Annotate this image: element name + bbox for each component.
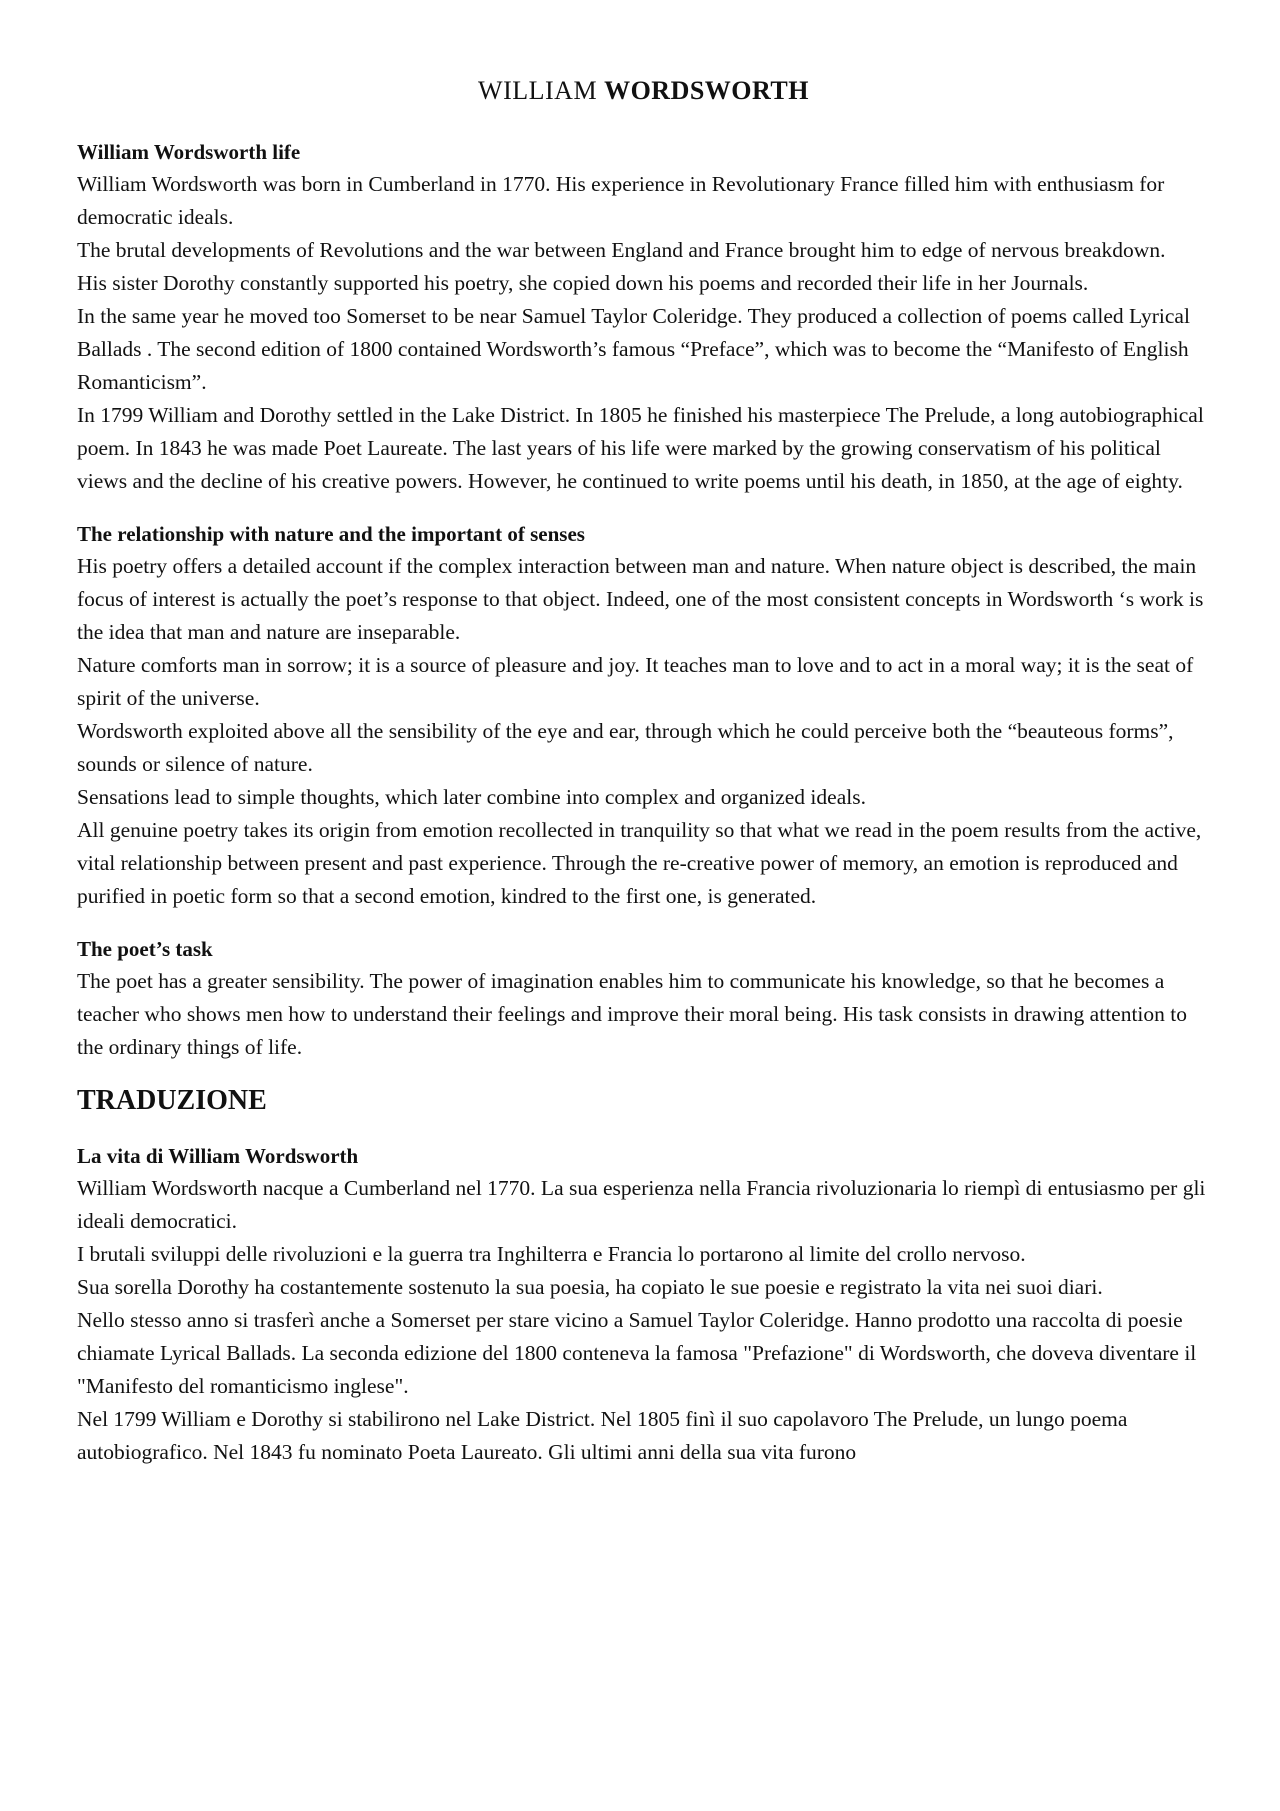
paragraph: Nature comforts man in sorrow; it is a source of pleasure and joy. It teaches man to love and to act in a moral way; it is the seat of spirit of the universe. (77, 653, 1194, 710)
paragraph: In 1799 William and Dorothy settled in the Lake District. In 1805 he finished his masterpiece The Prelude, a long autobiographical poem. In 1843 he was made Poet Laureate. The last years of his life were marked by the growing conservatism of his political views and the decline of his creative powers. However, he continued to write poems until his death, in 1850, at the age of eighty. (77, 403, 1204, 493)
paragraph: Nel 1799 William e Dorothy si stabilirono nel Lake District. Nel 1805 finì il suo capolavoro The Prelude, un lungo poema autobiografico. Nel 1843 fu nominato Poeta Laureato. Gli ultimi anni della sua vita furono (77, 1407, 1128, 1464)
paragraph: William Wordsworth was born in Cumberland in 1770. His experience in Revolutionary France filled him with enthusiasm for democratic ideals. (77, 172, 1165, 229)
paragraph: All genuine poetry takes its origin from emotion recollected in tranquility so that what we read in the poem results from the active, vital relationship between present and past experience. Through the re-creative power of memory, an emotion is reproduced and purified in poetic form so that a second emotion, kindred to the first one, is generated. (77, 818, 1202, 908)
document-title (77, 76, 1210, 106)
paragraph: The poet has a greater sensibility. The power of imagination enables him to communicate his knowledge, so that he becomes a teacher who shows men how to understand their feelings and improve their moral being. His task consists in drawing attention to the ordinary things of life. (77, 969, 1188, 1059)
section-heading: La vita di William Wordsworth (77, 1144, 359, 1168)
paragraph: William Wordsworth nacque a Cumberland nel 1770. La sua esperienza nella Francia rivoluzionaria lo riempì di entusiasmo per gli ideali democratici. (77, 1176, 1206, 1233)
section-heading: The poet’s task (77, 937, 213, 961)
paragraph: Sua sorella Dorothy ha costantemente sostenuto la sua poesia, ha copiato le sue poesie e registrato la vita nei suoi diari. (77, 1275, 1103, 1299)
paragraph: His sister Dorothy constantly supported his poetry, she copied down his poems and recorded their life in her Journals. (77, 271, 1089, 295)
title-main: WORDSWORTH (604, 76, 809, 105)
section-poets-task (77, 933, 1210, 1064)
section-heading: The relationship with nature and the important of senses (77, 522, 585, 546)
paragraph: His poetry offers a detailed account if the complex interaction between man and nature. When nature object is described, the main focus of interest is actually the poet’s response to that object. Indeed, one of the most consistent concepts in Wordsworth ‘s work is the idea that man and nature are inseparable. (77, 554, 1204, 644)
section-heading: William Wordsworth life (77, 140, 301, 164)
paragraph: Sensations lead to simple thoughts, which later combine into complex and organized ideals. (77, 785, 866, 809)
translation-heading: TRADUZIONE (77, 1085, 267, 1116)
title-prefix: WILLIAM (478, 76, 605, 105)
paragraph: I brutali sviluppi delle rivoluzioni e la guerra tra Inghilterra e Francia lo portarono al limite del crollo nervoso. (77, 1242, 1026, 1266)
paragraph: The brutal developments of Revolutions and the war between England and France brought him to edge of nervous breakdown. (77, 238, 1166, 262)
section-nature (77, 518, 1210, 913)
paragraph: In the same year he moved too Somerset to be near Samuel Taylor Coleridge. They produced a collection of poems called Lyrical Ballads . The second edition of 1800 contained Wordsworth’s famous “Preface”, which was to become the “Manifesto of English Romanticism”. (77, 304, 1190, 394)
paragraph: Nello stesso anno si trasferì anche a Somerset per stare vicino a Samuel Taylor Coleridge. Hanno prodotto una raccolta di poesie chiamate Lyrical Ballads. La seconda edizione del 1800 conteneva la famosa "Prefazione" di Wordsworth, che doveva diventare il "Manifesto del romanticismo inglese". (77, 1308, 1197, 1398)
section-translation-life (77, 1140, 1210, 1469)
section-life (77, 136, 1210, 498)
paragraph: Wordsworth exploited above all the sensibility of the eye and ear, through which he could perceive both the “beauteous forms”, sounds or silence of nature. (77, 719, 1174, 776)
